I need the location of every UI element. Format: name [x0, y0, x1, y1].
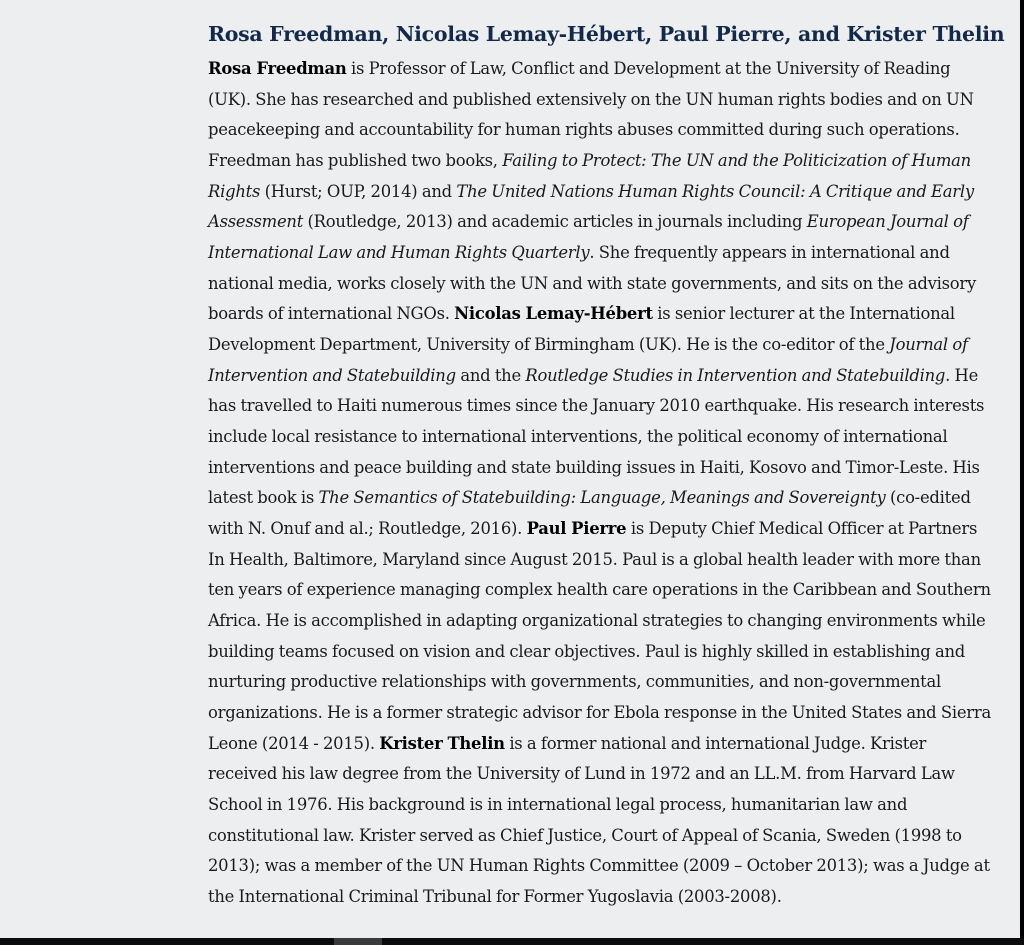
author-name-pierre: Paul Pierre [526, 519, 627, 539]
bio-text: . She frequently appears in international and national media, works closely with the UN and with state governments, and sits on the advisory boards of international NGOs. [208, 243, 976, 324]
bio-text: is Deputy Chief Medical Officer at Partners In Health, Baltimore, Maryland since August 2015. Paul is a global health leader with more than ten years of experience managing complex health care operations in the Caribbean and Southern Africa. He is accomplished in adapting organizational strategies to changing environments while building teams focused on vision and clear objectives. Paul is highly skilled in establishing and nurturing productive relationships with governments, communities, and non-governmental organizations. He is a former strategic advisor for Ebola response in the United States and Sierra Leone (2014 - 2015). [208, 519, 991, 753]
author-name-thelin: Krister Thelin [379, 733, 505, 753]
bio-text: is a former national and international Judge. Krister received his law degree from the University of Lund in 1972 and an LL.M. from Harvard Law School in 1976. His background is in international legal process, humanitarian law and constitutional law. Krister served as Chief Justice, Court of Appeal of Scania, Sweden (1998 to 2013); was a member of the UN Human Rights Committee (2009 – October 2013); was a Judge at the International Criminal Tribunal for Former Yugoslavia (2003-2008). [208, 733, 990, 907]
bio-text: (Hurst; OUP, 2014) and [260, 181, 457, 201]
scrollbar-thumb[interactable] [334, 938, 382, 945]
bio-text: (Routledge, 2013) and academic articles in journals including [303, 212, 807, 232]
bio-text: (co-edited with N. Onuf and al.; Routledge, 2016). [208, 488, 971, 539]
journal-title: Journal of Intervention and Statebuilding [208, 335, 968, 385]
bio-text: is Professor of Law, Conflict and Development at the University of Reading (UK). She has researched and published extensively on the UN human rights bodies and on UN peacekeeping and accountability for human rights abuses committed during such operations. Freedman has published two books, [208, 59, 974, 171]
journal-titles: European Journal of International Law and Human Rights Quarterly [208, 212, 969, 263]
bio-text: is senior lecturer at the International Development Department, University of Birmingham (UK). He is the co-editor of the [208, 304, 955, 355]
book-title: The Semantics of Statebuilding: Language, Meanings and Sovereignty [318, 488, 886, 508]
author-name-lemay-hebert: Nicolas Lemay-Hébert [454, 304, 653, 324]
contributors-section [208, 18, 1005, 913]
series-title: Routledge Studies in Intervention and Statebuilding [525, 365, 946, 385]
bio-text: . He has travelled to Haiti numerous times since the January 2010 earthquake. His research interests include local resistance to international interventions, the political economy of international interventions and peace building and state building issues in Haiti, Kosovo and Timor-Leste. His latest book is [208, 365, 985, 508]
contributors-bio-paragraph [208, 54, 996, 913]
author-name-freedman: Rosa Freedman [208, 59, 347, 78]
window-right-edge [1020, 0, 1024, 938]
book-title: Failing to Protect: The UN and the Politicization of Human Rights [208, 151, 971, 201]
bio-text: and the [455, 365, 526, 385]
book-title: The United Nations Human Rights Council: A Critique and Early Assessment [208, 181, 974, 232]
horizontal-scrollbar[interactable] [0, 938, 1024, 945]
contributors-heading: Rosa Freedman, Nicolas Lemay-Hébert, Paul Pierre, and Krister Thelin [208, 22, 1005, 46]
